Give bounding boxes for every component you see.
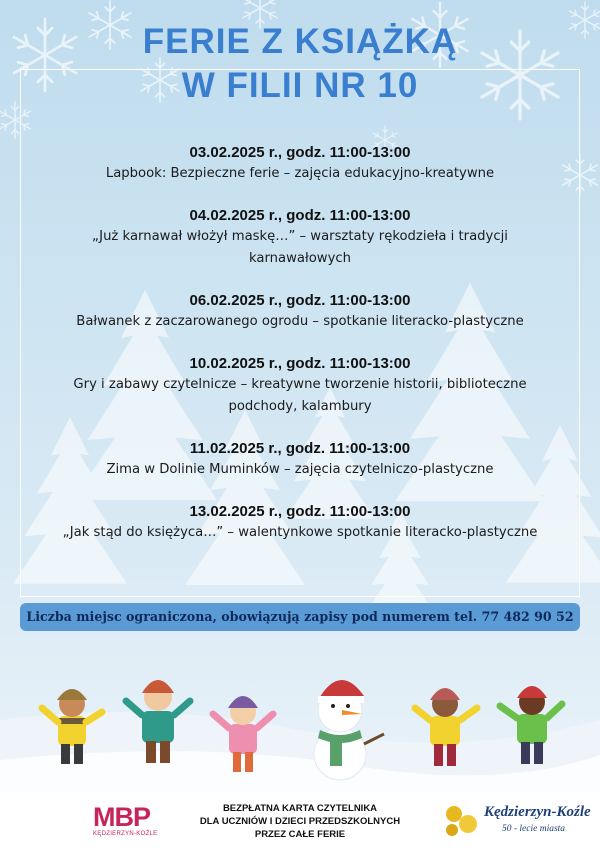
event-item (20, 354, 580, 418)
library-card-info (180, 802, 420, 841)
event-description: Zima w Dolinie Muminków – zajęcia czytelniczo-plastyczne (106, 462, 494, 477)
card-info-line: DLA UCZNIÓW I DZIECI PRZEDSZKOLNYCH (199, 816, 401, 827)
page-title (0, 20, 600, 108)
footer (0, 792, 600, 848)
mbp-logo-subtitle: KĘDZIERZYN-KOŹLE (93, 831, 158, 837)
event-item (20, 439, 580, 481)
card-info-line: BEZPŁATNA KARTA CZYTELNIKA (222, 803, 378, 814)
event-item (20, 291, 580, 333)
event-item (20, 206, 580, 270)
city-logo-subtitle: 50 - lecie miasta (502, 824, 566, 834)
mbp-logo (93, 804, 177, 844)
registration-notice: Liczba miejsc ograniczona, obowiązują zapisy pod numerem tel. 77 482 90 52 (20, 603, 580, 631)
event-item (20, 143, 580, 185)
title-line-2: W FILII NR 10 (181, 66, 419, 105)
events-list (20, 143, 580, 565)
title-line-1: FERIE Z KSIĄŻKĄ (142, 22, 458, 61)
event-date: 06.02.2025 r., godz. 11:00-13:00 (189, 292, 411, 309)
event-date: 13.02.2025 r., godz. 11:00-13:00 (189, 503, 411, 520)
card-info-line: PRZEZ CAŁE FERIE (254, 829, 346, 840)
event-description: Bałwanek z zaczarowanego ogrodu – spotkanie literacko-plastyczne (76, 314, 524, 329)
mbp-logo-letters: MBP (93, 802, 150, 832)
event-item (20, 502, 580, 544)
city-logo-name: Kędzierzyn-Koźle (484, 804, 591, 820)
event-description: „Jak stąd do księżyca…” – walentynkowe spotkanie literacko-plastyczne (62, 525, 538, 540)
event-date: 10.02.2025 r., godz. 11:00-13:00 (189, 355, 411, 372)
event-date: 03.02.2025 r., godz. 11:00-13:00 (189, 144, 411, 161)
event-description: Gry i zabawy czytelnicze – kreatywne tworzenie historii, biblioteczne podchody, kalambury (73, 377, 527, 414)
city-logo-dots-icon (440, 800, 484, 844)
event-date: 04.02.2025 r., godz. 11:00-13:00 (189, 207, 411, 224)
city-logo (440, 800, 600, 844)
event-date: 11.02.2025 r., godz. 11:00-13:00 (189, 440, 411, 457)
event-description: „Już karnawał włożył maskę…” – warsztaty rękodzieła i tradycji karnawałowych (92, 229, 508, 266)
event-description: Lapbook: Bezpieczne ferie – zajęcia edukacyjno-kreatywne (105, 166, 495, 181)
